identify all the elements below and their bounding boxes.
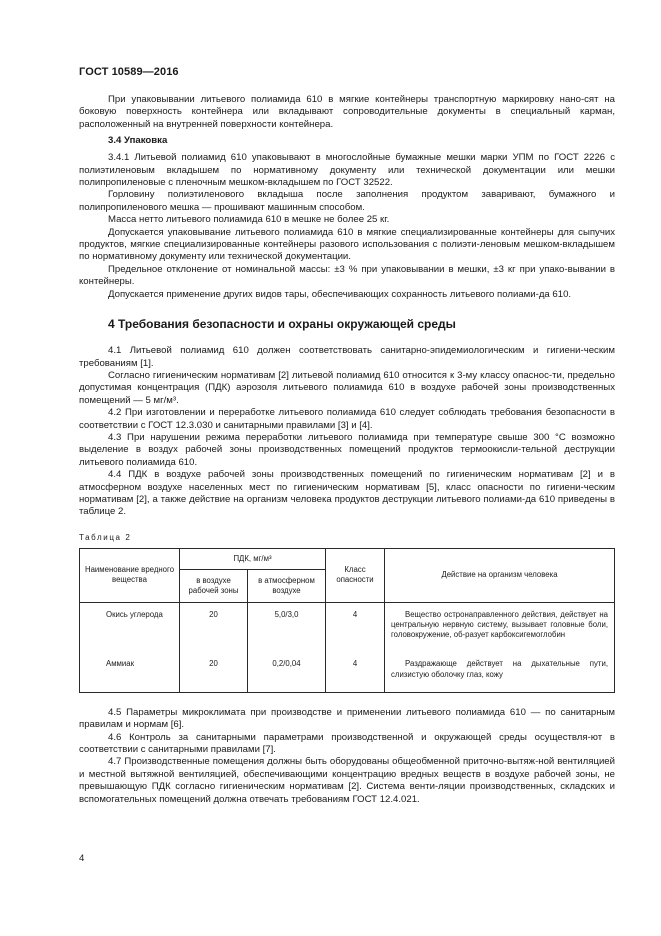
paragraph: 3.4.1 Литьевой полиамид 610 упаковывают в многослойные бумажные мешки марки УПМ по ГОСТ 2226 с полиэтиленовым вкладышем по нормативному документу или технической документации или мешки полипропиленовые с пленочным мешком-вкладышем по ГОСТ 32522. xyxy=(79,152,615,189)
cell-hazard-class: 4 xyxy=(326,652,385,692)
cell-substance: Аммиак xyxy=(80,652,180,692)
paragraph: 4.2 При изготовлении и переработке литьевого полиамида 610 следует соблюдать требования безопасности в соответствии с ГОСТ 12.3.030 и санитарными правилами [3] и [4]. xyxy=(79,407,615,431)
paragraph: 4.1 Литьевой полиамид 610 должен соответствовать санитарно-эпидемиологическим и гигиени-ческим требованиям [1]. xyxy=(79,345,615,369)
cell-pdk-atm: 5,0/3,0 xyxy=(248,602,326,652)
header-substance: Наименование вредного вещества xyxy=(80,548,180,602)
header-action: Действие на организм человека xyxy=(385,548,615,602)
header-hazard-class: Класс опасности xyxy=(326,548,385,602)
table-row xyxy=(80,602,615,652)
cell-pdk-atm: 0,2/0,04 xyxy=(248,652,326,692)
section-title: 4 Требования безопасности и охраны окружающей среды xyxy=(108,317,456,332)
page-number: 4 xyxy=(79,853,85,864)
paragraph: Горловину полиэтиленового вкладыша после заполнения продуктом заваривают, бумажного и полипропиленового мешка — прошивают машинным способом. xyxy=(79,189,615,213)
cell-action: Раздражающе действует на дыхательные пути, слизистую оболочку глаз, кожу xyxy=(385,652,615,692)
document-header: ГОСТ 10589—2016 xyxy=(79,66,179,78)
paragraph: Масса нетто литьевого полиамида 610 в мешке не более 25 кг. xyxy=(108,214,390,226)
cell-substance: Окись углерода xyxy=(80,602,180,652)
subsection-title: 3.4 Упаковка xyxy=(108,135,168,147)
paragraph: 4.7 Производственные помещения должны быть оборудованы общеобменной приточно-вытяж-ной вентиляцией и местной вытяжной вентиляцией, обеспечивающими концентрацию вредных веществ в воздухе рабочей зоны, не превышающую ПДК согласно гигиеническим нормативам [2]. Система венти-ляции производственных, складских и вспомогательных помещений должна отвечать требованиям ГОСТ 12.4.021. xyxy=(79,756,615,805)
cell-hazard-class: 4 xyxy=(326,602,385,652)
cell-pdk-work: 20 xyxy=(180,652,248,692)
cell-pdk-work: 20 xyxy=(180,602,248,652)
hazard-table xyxy=(79,548,615,693)
paragraph: Предельное отклонение от номинальной массы: ±3 % при упаковывании в мешки, ±3 кг при упако-вывании в контейнеры. xyxy=(79,263,615,288)
paragraph: 4.4 ПДК в воздухе рабочей зоны производственных помещений по гигиеническим нормативам [2] и в атмосферном воздухе населенных мест по гигиеническим нормативам [5], класс опасности по гигиени-ческим нормативам [2], а также действие на организм человека продуктов деструкции литьевого полиами-да 610 приведены в таблице 2. xyxy=(79,469,615,518)
paragraph: 4.5 Параметры микроклимата при производстве и применении литьевого полиамида 610 — по санитарным правилам и нормам [6]. xyxy=(79,706,615,731)
paragraph: 4.3 При нарушении режима переработки литьевого полиамида при температуре свыше 300 °С возможно выделение в воздух рабочей зоны производственных помещений продуктов термоокисли-тельной деструкции литьевого полиамида 610. xyxy=(79,431,615,468)
paragraph: 4.6 Контроль за санитарными параметрами производственной и окружающей среды осуществля-ют в соответствии с санитарными правилами [7]. xyxy=(79,731,615,756)
header-pdk: ПДК, мг/м³ xyxy=(180,548,326,569)
paragraph: При упаковывании литьевого полиамида 610 в мягкие контейнеры транспортную маркировку нано-сят на боковую поверхность контейнера или вкладывают сопроводительные документы в специальный карман, расположенный на внутренней поверхности контейнера. xyxy=(79,94,615,130)
document-body xyxy=(79,94,615,806)
paragraph: Допускается упаковывание литьевого полиамида 610 в мягкие специализированные контейнеры для сыпучих продуктов, мягкие специализированные контейнеры разового использования с полиэти-леновым мешком-вкладышем по нормативному документу или технической документации. xyxy=(79,226,615,263)
table-row xyxy=(80,652,615,692)
paragraph: Допускается применение других видов тары, обеспечивающих сохранность литьевого полиами-да 610. xyxy=(108,288,572,300)
cell-action: Вещество остронаправленного действия, действует на центральную нервную систему, вызывает головные боли, головокружение, об-разует карбоксигемоглобин xyxy=(385,602,615,652)
paragraph: Согласно гигиеническим нормативам [2] литьевой полиамид 610 относится к 3-му классу опаснос-ти, предельно допустимая концентрация (ПДК) аэрозоля литьевого полиамида 610 в воздухе рабочей зоны производственных помещений — 5 мг/м³. xyxy=(79,369,615,406)
table-caption: Таблица 2 xyxy=(79,532,132,542)
header-pdk-work: в воздухе рабочей зоны xyxy=(180,569,248,602)
header-pdk-atm: в атмосферном воздухе xyxy=(248,569,326,602)
